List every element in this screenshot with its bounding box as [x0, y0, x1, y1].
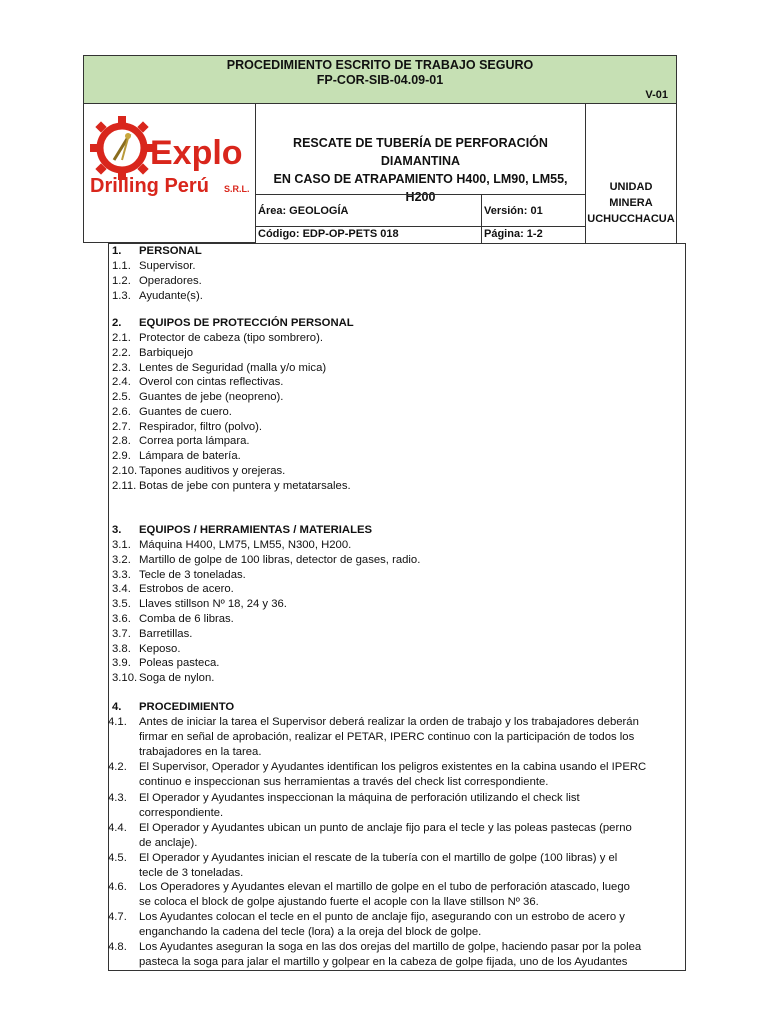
procedure-step-number: 4.2. — [108, 761, 127, 773]
document-header — [83, 55, 677, 104]
procedure-step-line: tecle de 3 toneladas. — [139, 867, 244, 879]
document-title-line2: EN CASO DE ATRAPAMIENTO H400, LM90, LM55, H200 — [273, 172, 568, 204]
procedure-step-line: Los Ayudantes colocan el tecle en el punto de anclaje fijo, asegurando con un estrobo de acero y — [139, 911, 625, 923]
page-label: Página: 1-2 — [484, 228, 543, 240]
document-title-line1: RESCATE DE TUBERÍA DE PERFORACIÓN DIAMANTINA — [293, 136, 548, 168]
section-title: PROCEDIMIENTO — [139, 701, 235, 713]
version-label: Versión: 01 — [484, 205, 543, 217]
procedure-step-line: de anclaje). — [139, 837, 198, 849]
unit-line1: UNIDAD — [609, 181, 653, 193]
logo-wordmark-drilling: Drilling Perú — [90, 175, 209, 197]
unit-line3: UCHUCCHACUA — [587, 213, 675, 225]
procedure-step-number: 4.5. — [108, 852, 127, 864]
section-title: EQUIPOS DE PROTECCIÓN PERSONAL — [139, 317, 354, 329]
page-cell — [481, 227, 586, 243]
procedure-step-line: enganchando la cadena del tecle (lora) a la oreja del block de golpe. — [139, 926, 482, 938]
logo-wordmark-explo: Explo — [150, 134, 243, 172]
procedure-step-line: pasteca la soga para jalar el martillo y golpear en la cabeza de golpe fijada, uno de los Ayudantes — [139, 956, 628, 968]
procedure-step-line: firmar en señal de aprobación, realizar el PETAR, IPERC continuo con la participación de todos los — [139, 731, 635, 743]
gear-with-drill-rig-icon — [90, 116, 154, 180]
area-label: Área: GEOLOGÍA — [258, 205, 349, 217]
procedure-step-line: El Operador y Ayudantes inspeccionan la máquina de perforación utilizando el check list — [139, 792, 580, 804]
header-title-line2: FP-COR-SIB-04.09-01 — [316, 73, 444, 87]
company-logo — [84, 104, 255, 242]
area-cell — [256, 194, 481, 227]
code-cell — [256, 227, 481, 243]
procedure-step-line: Los Operadores y Ayudantes elevan el martillo de golpe en el tubo de perforación atascado, luego — [139, 881, 630, 893]
procedure-step-number: 4.7. — [108, 911, 127, 923]
section-number: 4. — [112, 701, 122, 713]
procedure-step-line: El Supervisor, Operador y Ayudantes identifican los peligros existentes en la cabina usando el IPERC — [139, 761, 647, 773]
unit-cell — [586, 104, 677, 243]
procedure-step-line: Antes de iniciar la tarea el Supervisor deberá realizar la orden de trabajo y los trabajadores deberán — [139, 716, 639, 728]
procedure-step-line: se coloca el block de golpe ajustando fuerte el acople con la llave stillson Nº 36. — [139, 896, 539, 908]
procedure-step-line: trabajadores en la tarea. — [139, 746, 262, 758]
version-tag: V-01 — [645, 89, 668, 101]
section-title: EQUIPOS / HERRAMIENTAS / MATERIALES — [139, 524, 373, 536]
header-title-line1: PROCEDIMIENTO ESCRITO DE TRABAJO SEGURO — [226, 58, 534, 72]
document-title-cell — [256, 104, 586, 204]
version-cell — [481, 194, 586, 227]
procedure-step-line: El Operador y Ayudantes inician el rescate de la tubería con el martillo de golpe (100 libras) y el — [139, 852, 618, 864]
procedure-step-number: 4.4. — [108, 822, 127, 834]
unit-name — [586, 179, 676, 227]
procedure-step-number: 4.6. — [108, 881, 127, 893]
section-title: PERSONAL — [139, 245, 202, 257]
procedure-step-line: correspondiente. — [139, 807, 224, 819]
logo-suffix: S.R.L. — [224, 184, 250, 194]
section-number: 1. — [112, 245, 122, 257]
unit-line2: MINERA — [609, 197, 653, 209]
procedure-step-line: Los Ayudantes aseguran la soga en las dos orejas del martillo de golpe, haciendo pasar por la polea — [139, 941, 642, 953]
procedure-step-number: 4.1. — [108, 716, 127, 728]
procedure-step-number: 4.8. — [108, 941, 127, 953]
section-number: 2. — [112, 317, 122, 329]
code-label: Código: EDP-OP-PETS 018 — [258, 228, 399, 240]
section-number: 3. — [112, 524, 122, 536]
procedure-step-line: El Operador y Ayudantes ubican un punto de anclaje fijo para el tecle y las poleas pastecas (perno — [139, 822, 632, 834]
procedure-step-line: continuo e inspeccionan sus herramientas a través del check list correspondiente. — [139, 776, 549, 788]
company-logo-cell — [83, 104, 256, 243]
procedure-step-number: 4.3. — [108, 792, 127, 804]
